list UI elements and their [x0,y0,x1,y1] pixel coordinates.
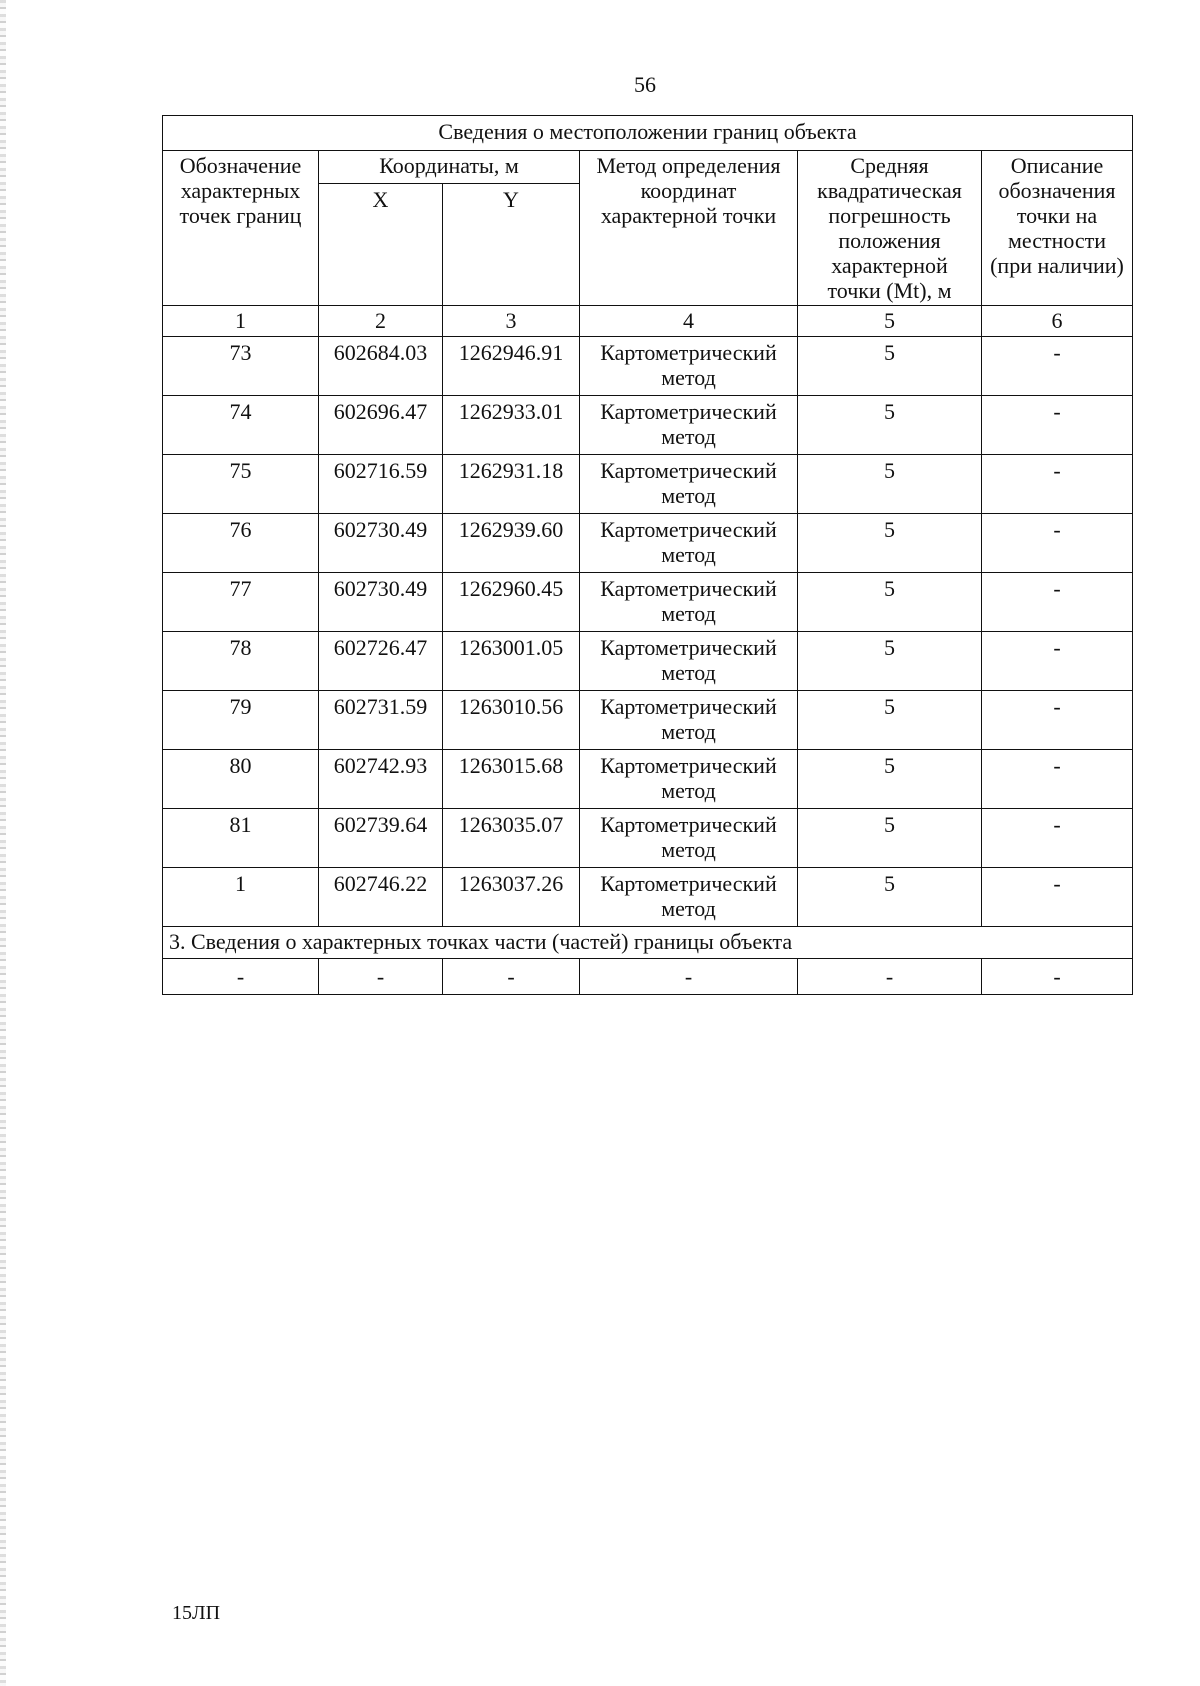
table-title-row [163,116,1133,151]
scan-edge-artifact [0,0,6,1686]
table-row [163,691,1133,750]
y-cell: 1263001.05 [443,632,580,691]
header-mean-square-error: Средняя квадратическая погрешность положения характерной точки (Mt), м [798,151,982,306]
method-cell: Картометрический метод [580,337,798,396]
page-number: 56 [634,72,656,97]
boundary-coordinates-table [162,115,1133,995]
error-cell: 5 [798,750,982,809]
table-row [163,573,1133,632]
y-cell: 1263015.68 [443,750,580,809]
x-cell: 602731.59 [319,691,443,750]
section3-title-row [163,927,1133,959]
empty-cell: - [443,959,580,995]
table-row [163,396,1133,455]
method-cell: Картометрический метод [580,809,798,868]
description-cell: - [982,809,1133,868]
point-cell: 81 [163,809,319,868]
method-cell: Картометрический метод [580,691,798,750]
x-cell: 602730.49 [319,514,443,573]
table-row [163,455,1133,514]
y-cell: 1262933.01 [443,396,580,455]
method-cell: Картометрический метод [580,455,798,514]
column-number: 2 [319,306,443,337]
table-row [163,750,1133,809]
point-cell: 79 [163,691,319,750]
header-y: Y [443,184,580,306]
point-cell: 75 [163,455,319,514]
description-cell: - [982,573,1133,632]
table-title: Сведения о местоположении границ объекта [163,116,1133,151]
header-method: Метод определения координат характерной точки [580,151,798,306]
x-cell: 602742.93 [319,750,443,809]
error-cell: 5 [798,514,982,573]
method-cell: Картометрический метод [580,396,798,455]
footer-code: 15ЛП [172,1602,221,1624]
table-row [163,514,1133,573]
point-cell: 77 [163,573,319,632]
y-cell: 1262939.60 [443,514,580,573]
y-cell: 1263010.56 [443,691,580,750]
point-cell: 1 [163,868,319,927]
description-cell: - [982,691,1133,750]
y-cell: 1262946.91 [443,337,580,396]
table-row [163,809,1133,868]
header-point-designation: Обозначение характерных точек границ [163,151,319,306]
method-cell: Картометрический метод [580,632,798,691]
x-cell: 602726.47 [319,632,443,691]
table-row [163,632,1133,691]
error-cell: 5 [798,809,982,868]
error-cell: 5 [798,455,982,514]
header-description: Описание обозначения точки на местности (при наличии) [982,151,1133,306]
x-cell: 602730.49 [319,573,443,632]
description-cell: - [982,396,1133,455]
point-cell: 73 [163,337,319,396]
description-cell: - [982,337,1133,396]
column-number: 4 [580,306,798,337]
point-cell: 80 [163,750,319,809]
error-cell: 5 [798,632,982,691]
x-cell: 602739.64 [319,809,443,868]
column-number-row [163,306,1133,337]
y-cell: 1263037.26 [443,868,580,927]
method-cell: Картометрический метод [580,514,798,573]
description-cell: - [982,868,1133,927]
y-cell: 1263035.07 [443,809,580,868]
column-number: 5 [798,306,982,337]
description-cell: - [982,632,1133,691]
point-cell: 74 [163,396,319,455]
error-cell: 5 [798,337,982,396]
description-cell: - [982,750,1133,809]
error-cell: 5 [798,573,982,632]
x-cell: 602746.22 [319,868,443,927]
description-cell: - [982,455,1133,514]
error-cell: 5 [798,691,982,750]
header-coordinates: Координаты, м [319,151,580,184]
empty-cell: - [982,959,1133,995]
empty-cell: - [580,959,798,995]
point-cell: 78 [163,632,319,691]
empty-cell: - [163,959,319,995]
table-row [163,337,1133,396]
column-number: 3 [443,306,580,337]
method-cell: Картометрический метод [580,573,798,632]
x-cell: 602716.59 [319,455,443,514]
y-cell: 1262960.45 [443,573,580,632]
column-number: 1 [163,306,319,337]
empty-cell: - [798,959,982,995]
header-row-1 [163,151,1133,184]
method-cell: Картометрический метод [580,750,798,809]
header-x: X [319,184,443,306]
section3-empty-row [163,959,1133,995]
x-cell: 602696.47 [319,396,443,455]
point-cell: 76 [163,514,319,573]
column-number: 6 [982,306,1133,337]
table-row [163,868,1133,927]
error-cell: 5 [798,868,982,927]
error-cell: 5 [798,396,982,455]
description-cell: - [982,514,1133,573]
y-cell: 1262931.18 [443,455,580,514]
x-cell: 602684.03 [319,337,443,396]
empty-cell: - [319,959,443,995]
method-cell: Картометрический метод [580,868,798,927]
section3-title: 3. Сведения о характерных точках части (частей) границы объекта [163,927,1133,959]
